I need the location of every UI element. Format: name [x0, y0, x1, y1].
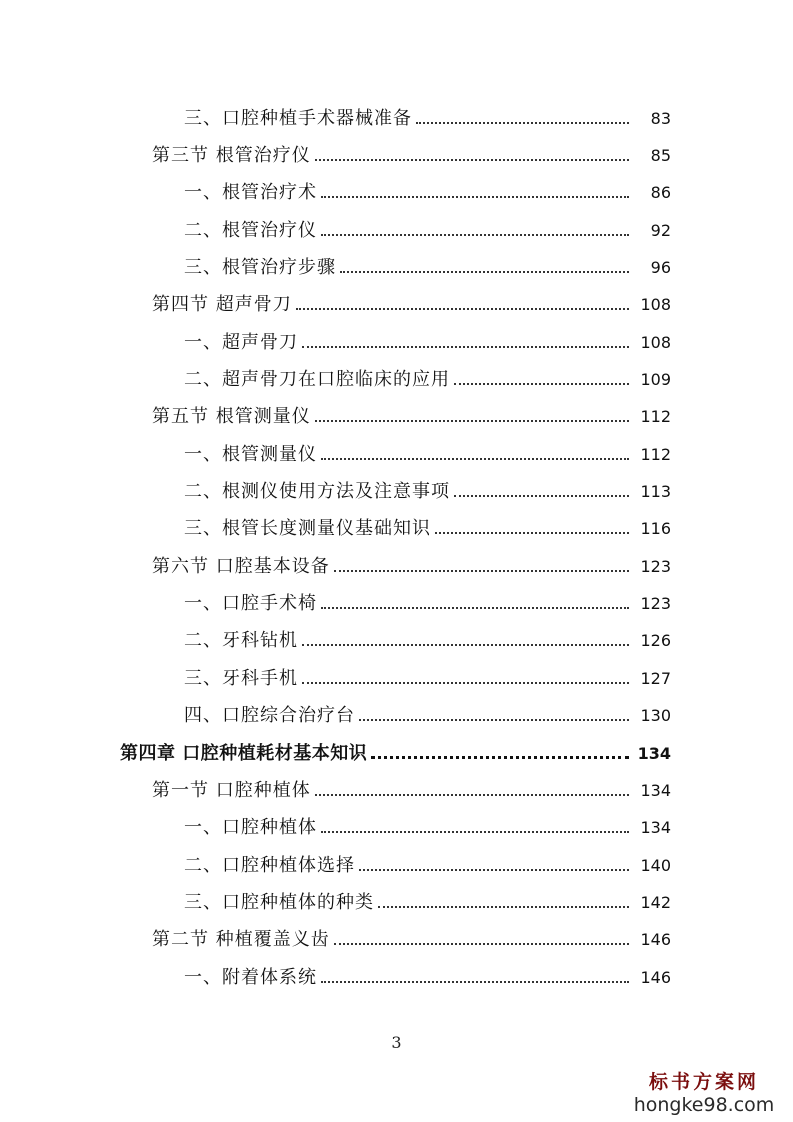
toc-section-entry: [0, 922, 793, 959]
toc-section-entry: [0, 548, 793, 585]
toc-subsection-entry: [0, 212, 793, 249]
toc-entry-title: 三、牙科手机: [184, 667, 298, 689]
toc-entry-title: 二、根管治疗仪: [184, 219, 317, 241]
toc-subsection-entry: [0, 324, 793, 361]
watermark-url: hongke98.com: [633, 1094, 775, 1116]
dot-leader: [321, 196, 629, 198]
dot-leader: [321, 607, 629, 609]
toc-entry-title: 第二节 种植覆盖义齿: [152, 929, 330, 951]
toc-entry-page: 123: [640, 556, 671, 576]
toc-entry-title: 一、根管治疗术: [184, 182, 317, 204]
toc-entry-title: 三、根管治疗步骤: [184, 257, 336, 279]
watermark-site-name: 标书方案网: [648, 1071, 759, 1093]
toc-entry-page: 83: [650, 108, 671, 128]
table-of-contents: [0, 100, 793, 996]
toc-entry-title: 第四章 口腔种植耗材基本知识: [120, 742, 368, 764]
toc-subsection-entry: [0, 100, 793, 137]
toc-entry-title: 一、附着体系统: [184, 966, 317, 988]
dot-leader: [359, 869, 629, 871]
dot-leader: [454, 383, 629, 385]
dot-leader: [359, 719, 629, 721]
toc-entry-page: 96: [650, 258, 671, 278]
toc-entry-page: 134: [640, 818, 671, 838]
toc-entry-page: 146: [640, 967, 671, 987]
toc-entry-title: 三、口腔种植手术器械准备: [184, 107, 412, 129]
dot-leader: [302, 644, 629, 646]
toc-subsection-entry: [0, 623, 793, 660]
toc-entry-page: 108: [640, 295, 671, 315]
dot-leader: [321, 831, 629, 833]
toc-subsection-entry: [0, 698, 793, 735]
toc-entry-title: 第三节 根管治疗仪: [152, 145, 311, 167]
toc-entry-title: 一、根管测量仪: [184, 443, 317, 465]
toc-section-entry: [0, 137, 793, 174]
toc-entry-page: 134: [637, 743, 671, 763]
toc-entry-page: 116: [640, 519, 671, 539]
toc-entry-page: 86: [650, 183, 671, 203]
toc-subsection-entry: [0, 249, 793, 286]
toc-entry-page: 127: [640, 668, 671, 688]
toc-subsection-entry: [0, 436, 793, 473]
dot-leader: [378, 906, 629, 908]
toc-entry-title: 第五节 根管测量仪: [152, 406, 311, 428]
toc-entry-page: 109: [640, 370, 671, 390]
toc-subsection-entry: [0, 473, 793, 510]
dot-leader: [321, 234, 629, 236]
toc-entry-title: 三、根管长度测量仪基础知识: [184, 518, 431, 540]
toc-entry-title: 四、口腔综合治疗台: [184, 705, 355, 727]
toc-subsection-entry: [0, 959, 793, 996]
toc-subsection-entry: [0, 511, 793, 548]
toc-entry-page: 126: [640, 631, 671, 651]
dot-leader: [334, 570, 629, 572]
dot-leader: [296, 308, 629, 310]
toc-subsection-entry: [0, 175, 793, 212]
toc-entry-title: 二、根测仪使用方法及注意事项: [184, 481, 450, 503]
toc-entry-page: 108: [640, 332, 671, 352]
dot-leader: [435, 532, 629, 534]
toc-entry-title: 第六节 口腔基本设备: [152, 555, 330, 577]
toc-entry-page: 130: [640, 706, 671, 726]
dot-leader: [371, 756, 629, 759]
site-watermark: [629, 1067, 779, 1116]
toc-entry-title: 一、超声骨刀: [184, 331, 298, 353]
toc-subsection-entry: [0, 361, 793, 398]
dot-leader: [321, 981, 629, 983]
toc-entry-title: 一、口腔手术椅: [184, 593, 317, 615]
dot-leader: [302, 682, 629, 684]
toc-entry-page: 123: [640, 594, 671, 614]
toc-entry-title: 二、口腔种植体选择: [184, 854, 355, 876]
toc-entry-page: 85: [650, 146, 671, 166]
dot-leader: [315, 159, 629, 161]
dot-leader: [454, 495, 629, 497]
dot-leader: [321, 458, 629, 460]
toc-entry-page: 112: [640, 444, 671, 464]
toc-subsection-entry: [0, 847, 793, 884]
toc-entry-title: 一、口腔种植体: [184, 817, 317, 839]
toc-section-entry: [0, 287, 793, 324]
toc-entry-title: 三、口腔种植体的种类: [184, 891, 374, 913]
toc-entry-title: 二、超声骨刀在口腔临床的应用: [184, 369, 450, 391]
toc-section-entry: [0, 399, 793, 436]
toc-entry-page: 112: [640, 407, 671, 427]
dot-leader: [302, 346, 629, 348]
toc-section-entry: [0, 772, 793, 809]
toc-entry-page: 140: [640, 855, 671, 875]
toc-subsection-entry: [0, 585, 793, 622]
dot-leader: [416, 122, 629, 124]
toc-entry-page: 92: [650, 220, 671, 240]
dot-leader: [315, 794, 629, 796]
toc-subsection-entry: [0, 660, 793, 697]
toc-chapter-entry: [0, 735, 793, 772]
toc-entry-title: 第一节 口腔种植体: [152, 779, 311, 801]
page-number: 3: [391, 1033, 402, 1052]
dot-leader: [334, 943, 629, 945]
toc-entry-title: 二、牙科钻机: [184, 630, 298, 652]
toc-subsection-entry: [0, 884, 793, 921]
toc-entry-page: 142: [640, 892, 671, 912]
toc-entry-page: 113: [640, 482, 671, 502]
dot-leader: [340, 271, 629, 273]
toc-entry-page: 146: [640, 930, 671, 950]
dot-leader: [315, 420, 629, 422]
toc-entry-title: 第四节 超声骨刀: [152, 294, 292, 316]
toc-entry-page: 134: [640, 780, 671, 800]
toc-subsection-entry: [0, 810, 793, 847]
